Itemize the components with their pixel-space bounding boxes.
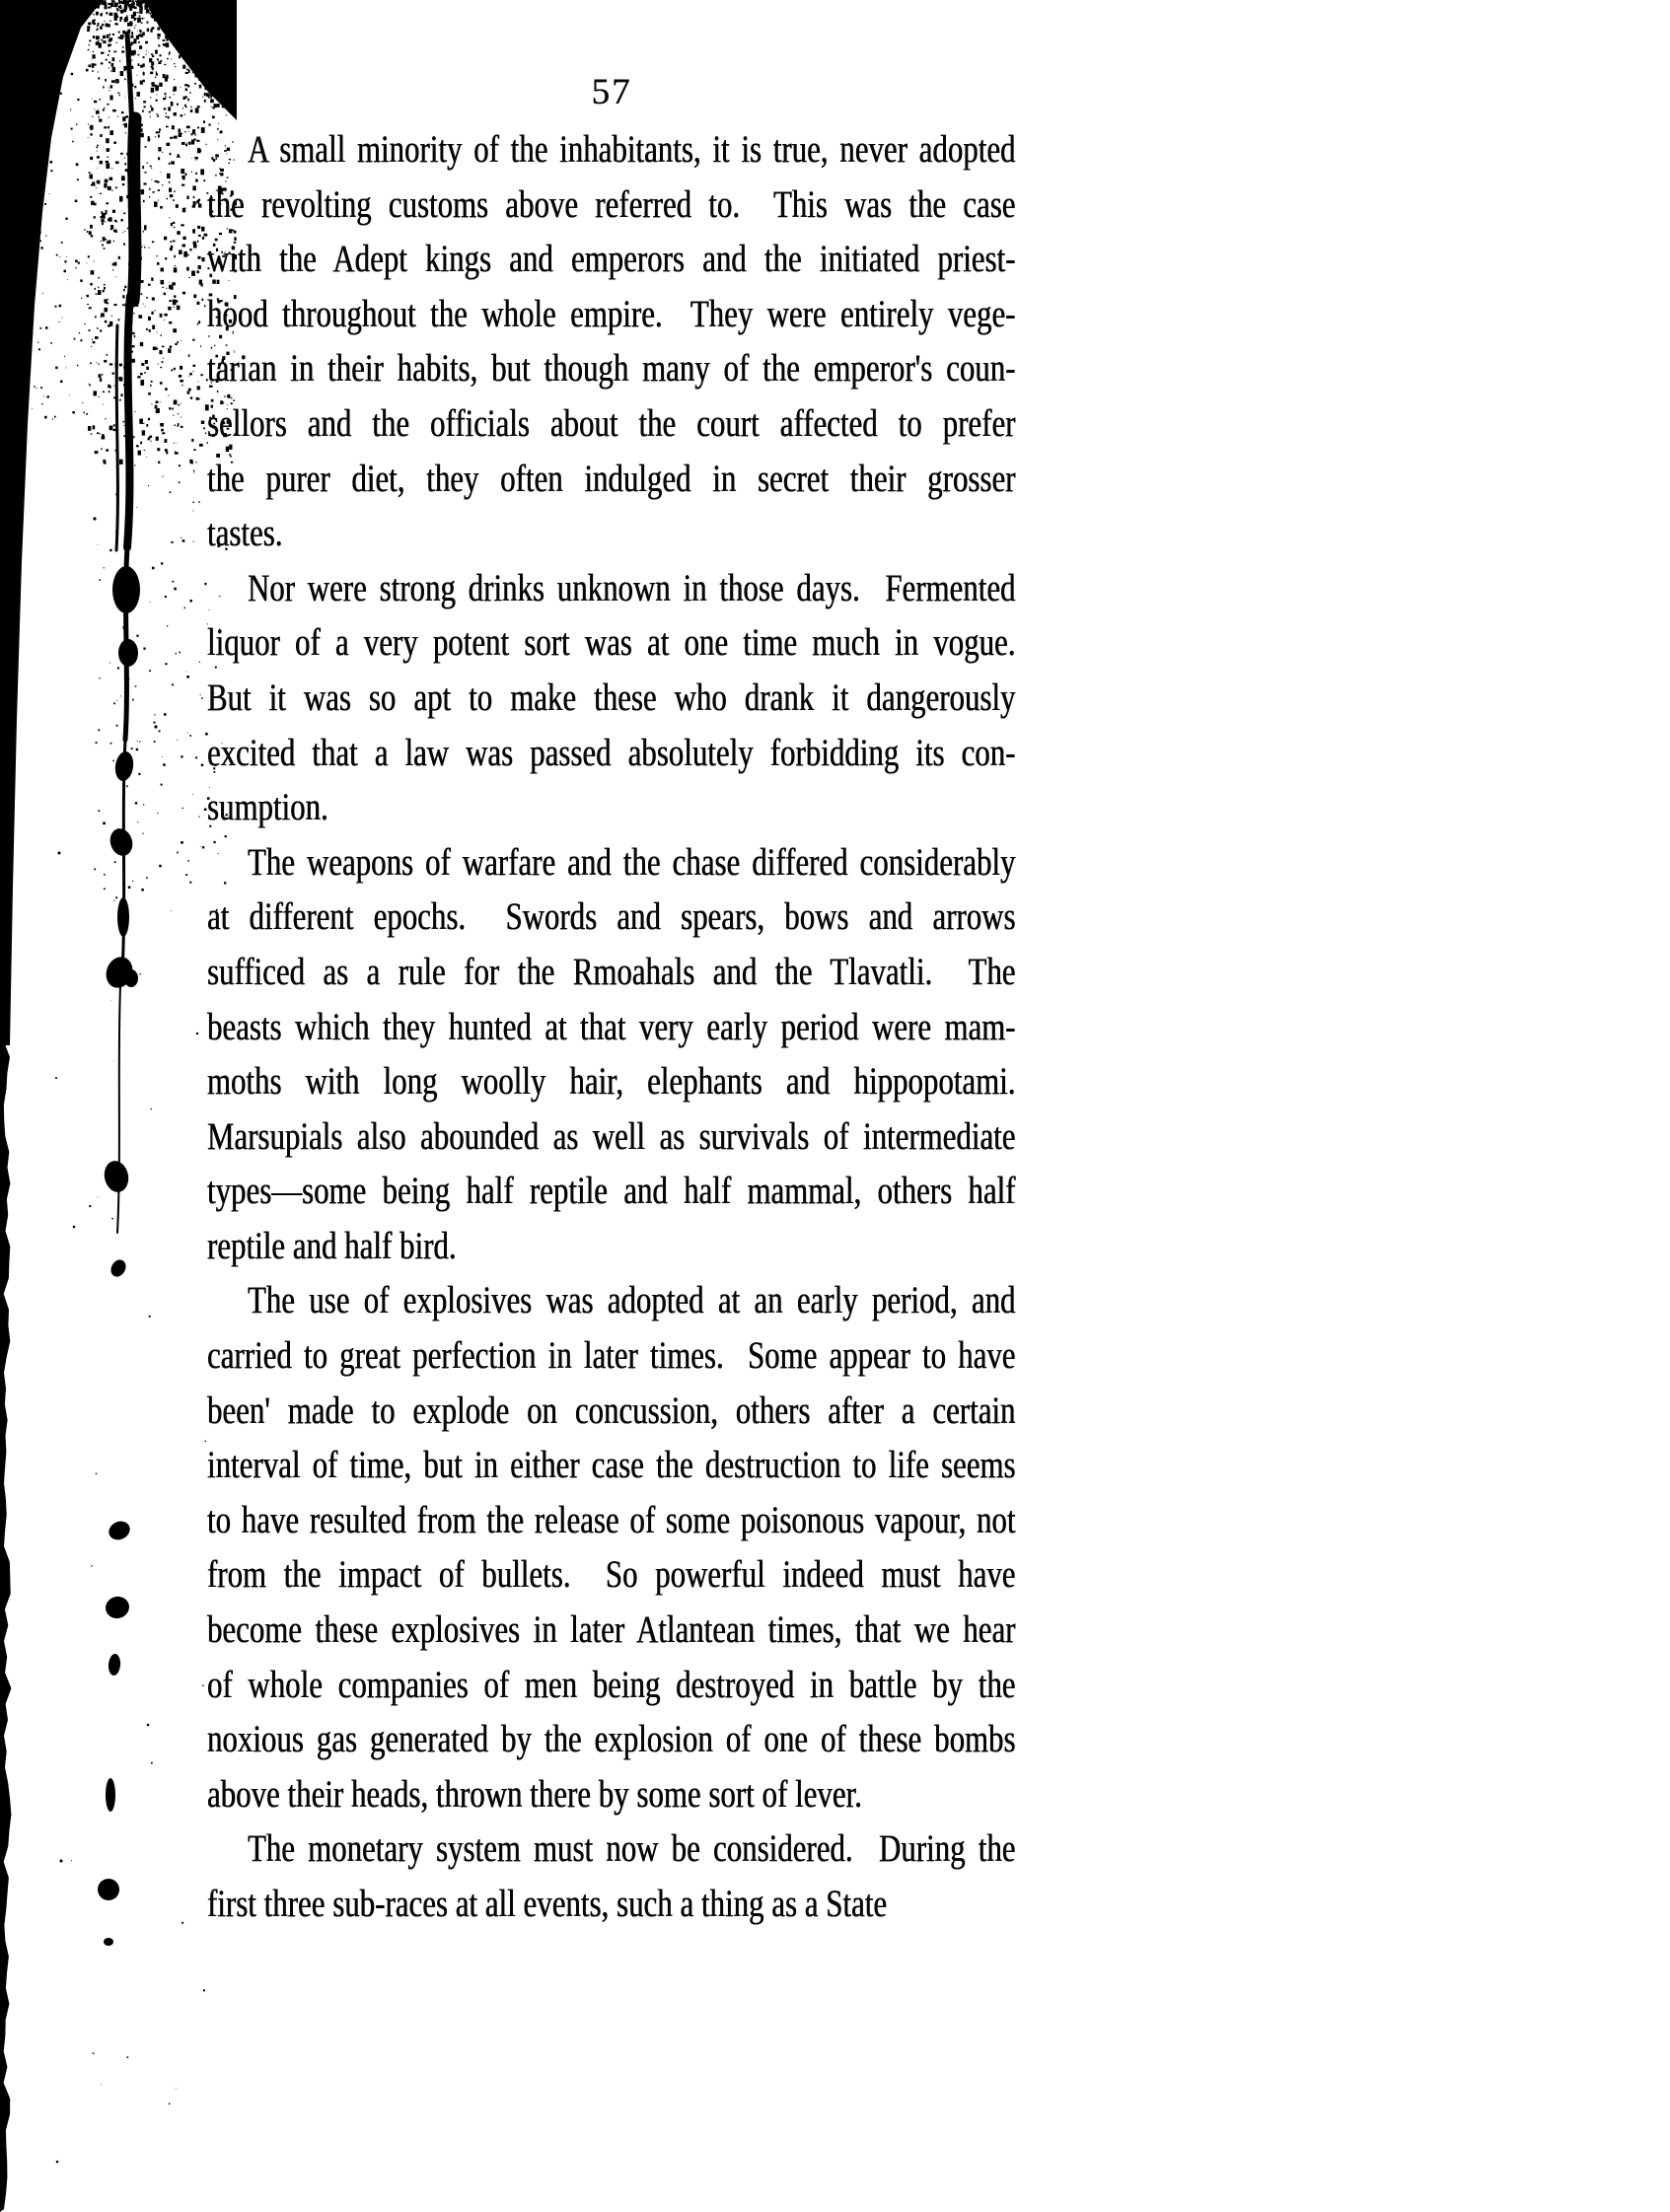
scan-gutter-artifacts [0,0,237,2212]
text-line: first three sub-races at all events, such a thing as a State [207,1883,888,1925]
text-line: been' made to explode on concussion, others after a certain [207,1389,1016,1432]
paragraph [207,1821,1016,1931]
paragraph [207,561,1016,835]
text-line: The use of explosives was adopted at an early period, and [247,1279,1016,1322]
text-line: reptile and half bird. [207,1224,457,1267]
text-line: the revolting customs above referred to. This was the case [207,182,1016,226]
text-line: A small minority of the inhabitants, it is true, never adopted [247,128,1016,171]
text-line: sumption. [207,786,328,829]
text-line: excited that a law was passed absolutely forbidding its con- [207,731,1016,774]
text-line: types—some being half reptile and half mammal, others half [207,1170,1016,1213]
text-line: Nor were strong drinks unknown in those days. Fermented [247,566,1016,609]
text-line: moths with long woolly hair, elephants and hippopotami. [207,1060,1016,1104]
body-text [207,122,1016,1932]
text-line: from the impact of bullets. So powerful indeed must have [207,1553,1016,1597]
text-line: become these explosives in later Atlantean times, that we hear [207,1608,1016,1652]
text-line: sellors and the officials about the court affected to prefer [207,401,1016,445]
text-line: noxious gas generated by the explosion of one of these bombs [207,1718,1016,1761]
paragraph [207,122,1016,561]
text-line: above their heads, thrown there by some sort of lever. [207,1772,862,1816]
text-line: tarian in their habits, but though many of the emperor's coun- [207,347,1016,391]
text-line: at different epochs. Swords and spears, bows and arrows [207,895,1016,939]
paragraph [207,835,1016,1274]
text-line: to have resulted from the release of some poisonous vapour, not [207,1498,1016,1541]
page-number: 57 [591,72,632,112]
text-line: carried to great perfection in later times. Some appear to have [207,1334,1016,1378]
text-line: The monetary system must now be considered. During the [247,1827,1016,1871]
text-line: sufficed as a rule for the Rmoahals and the Tlavatli. The [207,950,1016,993]
text-line: hood throughout the whole empire. They were entirely vege- [207,292,1016,335]
paragraph [207,1273,1016,1821]
text-line: liquor of a very potent sort was at one time much in vogue. [207,621,1016,665]
text-line: tastes. [207,512,283,555]
text-line: of whole companies of men being destroyed in battle by the [207,1663,1016,1706]
text-line: Marsupials also abounded as well as survivals of intermediate [207,1114,1016,1158]
text-line: beasts which they hunted at that very early period were mam- [207,1005,1016,1048]
text-line: But it was so apt to make these who drank it dangerously [207,676,1016,719]
text-line: the purer diet, they often indulged in secret their grosser [207,457,1016,500]
text-line: with the Adept kings and emperors and the initiated priest- [207,238,1016,281]
text-line: interval of time, but in either case the destruction to life seems [207,1444,1016,1487]
text-line: The weapons of warfare and the chase differed considerably [247,840,1016,884]
